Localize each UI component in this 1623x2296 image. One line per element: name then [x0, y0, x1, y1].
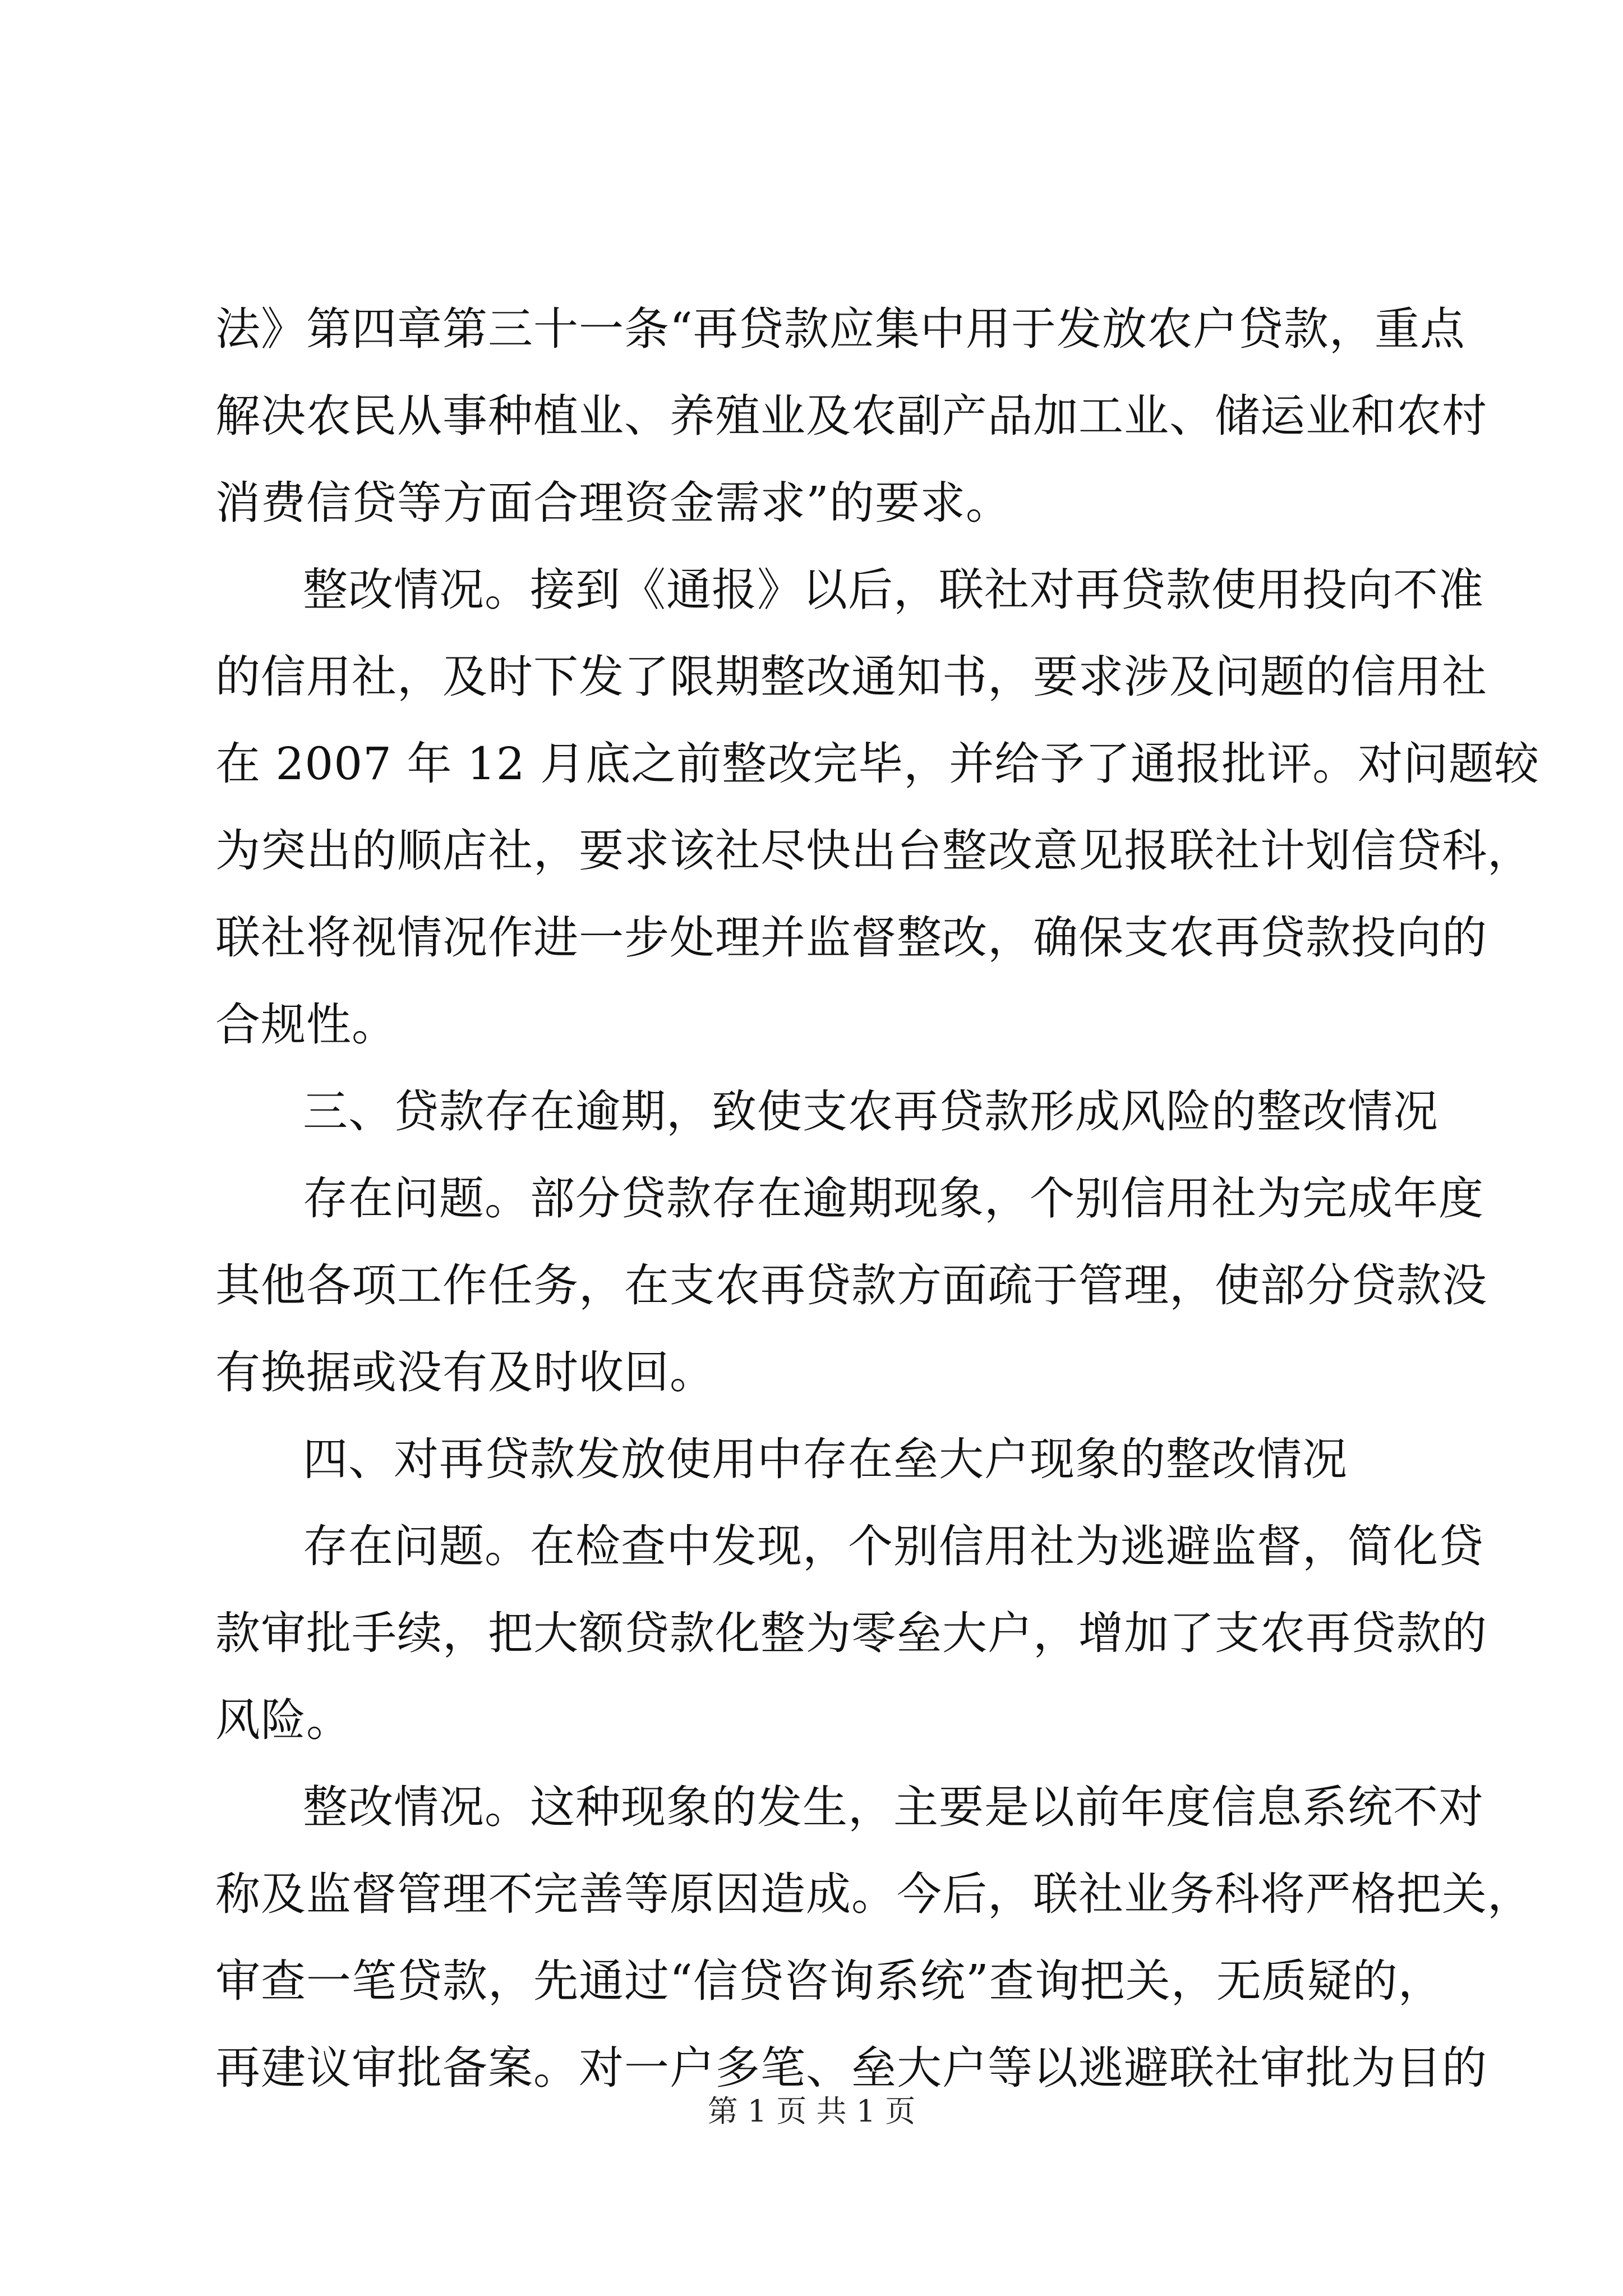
- section-heading: 四、对再贷款发放使用中存在垒大户现象的整改情况: [303, 1433, 1348, 1485]
- text-line: 整改情况。这种现象的发生，主要是以前年度信息系统不对: [303, 1781, 1484, 1833]
- text-line: 款审批手续，把大额贷款化整为零垒大户，增加了支农再贷款的: [215, 1607, 1487, 1659]
- text-line: 法》第四章第三十一条“再贷款应集中用于发放农户贷款，重点: [215, 303, 1465, 355]
- text-line: 称及监督管理不完善等原因造成。今后，联社业务科将严格把关，: [215, 1868, 1533, 1920]
- text-line: 存在问题。在检查中发现，个别信用社为逃避监督，简化贷: [303, 1520, 1484, 1572]
- text-line: 有换据或没有及时收回。: [215, 1346, 715, 1398]
- text-line: 消费信贷等方面合理资金需求”的要求。: [215, 477, 1011, 529]
- text-line: 其他各项工作任务，在支农再贷款方面疏于管理，使部分贷款没: [215, 1259, 1487, 1312]
- text-line: 为突出的顺店社，要求该社尽快出台整改意见报联社计划信贷科，: [215, 825, 1533, 877]
- text-line: 存在问题。部分贷款存在逾期现象，个别信用社为完成年度: [303, 1172, 1484, 1225]
- text-line: 的信用社，及时下发了限期整改通知书，要求涉及问题的信用社: [215, 651, 1487, 703]
- text-line: 整改情况。接到《通报》以后，联社对再贷款使用投向不准: [303, 564, 1484, 616]
- text-line: 合规性。: [215, 999, 397, 1051]
- text-line: 在 2007 年 12 月底之前整改完毕，并给予了通报批评。对问题较: [215, 738, 1540, 790]
- text-line: 解决农民从事种植业、养殖业及农副产品加工业、储运业和农村: [215, 390, 1487, 442]
- section-heading: 三、贷款存在逾期，致使支农再贷款形成风险的整改情况: [303, 1085, 1438, 1138]
- text-line: 联社将视情况作进一步处理并监督整改，确保支农再贷款投向的: [215, 912, 1487, 964]
- page-footer: 第 1 页 共 1 页: [707, 2093, 916, 2129]
- text-line: 审查一笔贷款，先通过“信贷咨询系统”查询把关，无质疑的，: [215, 1955, 1444, 2007]
- text-line: 风险。: [215, 1694, 352, 1746]
- text-line: 再建议审批备案。对一户多笔、垒大户等以逃避联社审批为目的: [215, 2042, 1487, 2094]
